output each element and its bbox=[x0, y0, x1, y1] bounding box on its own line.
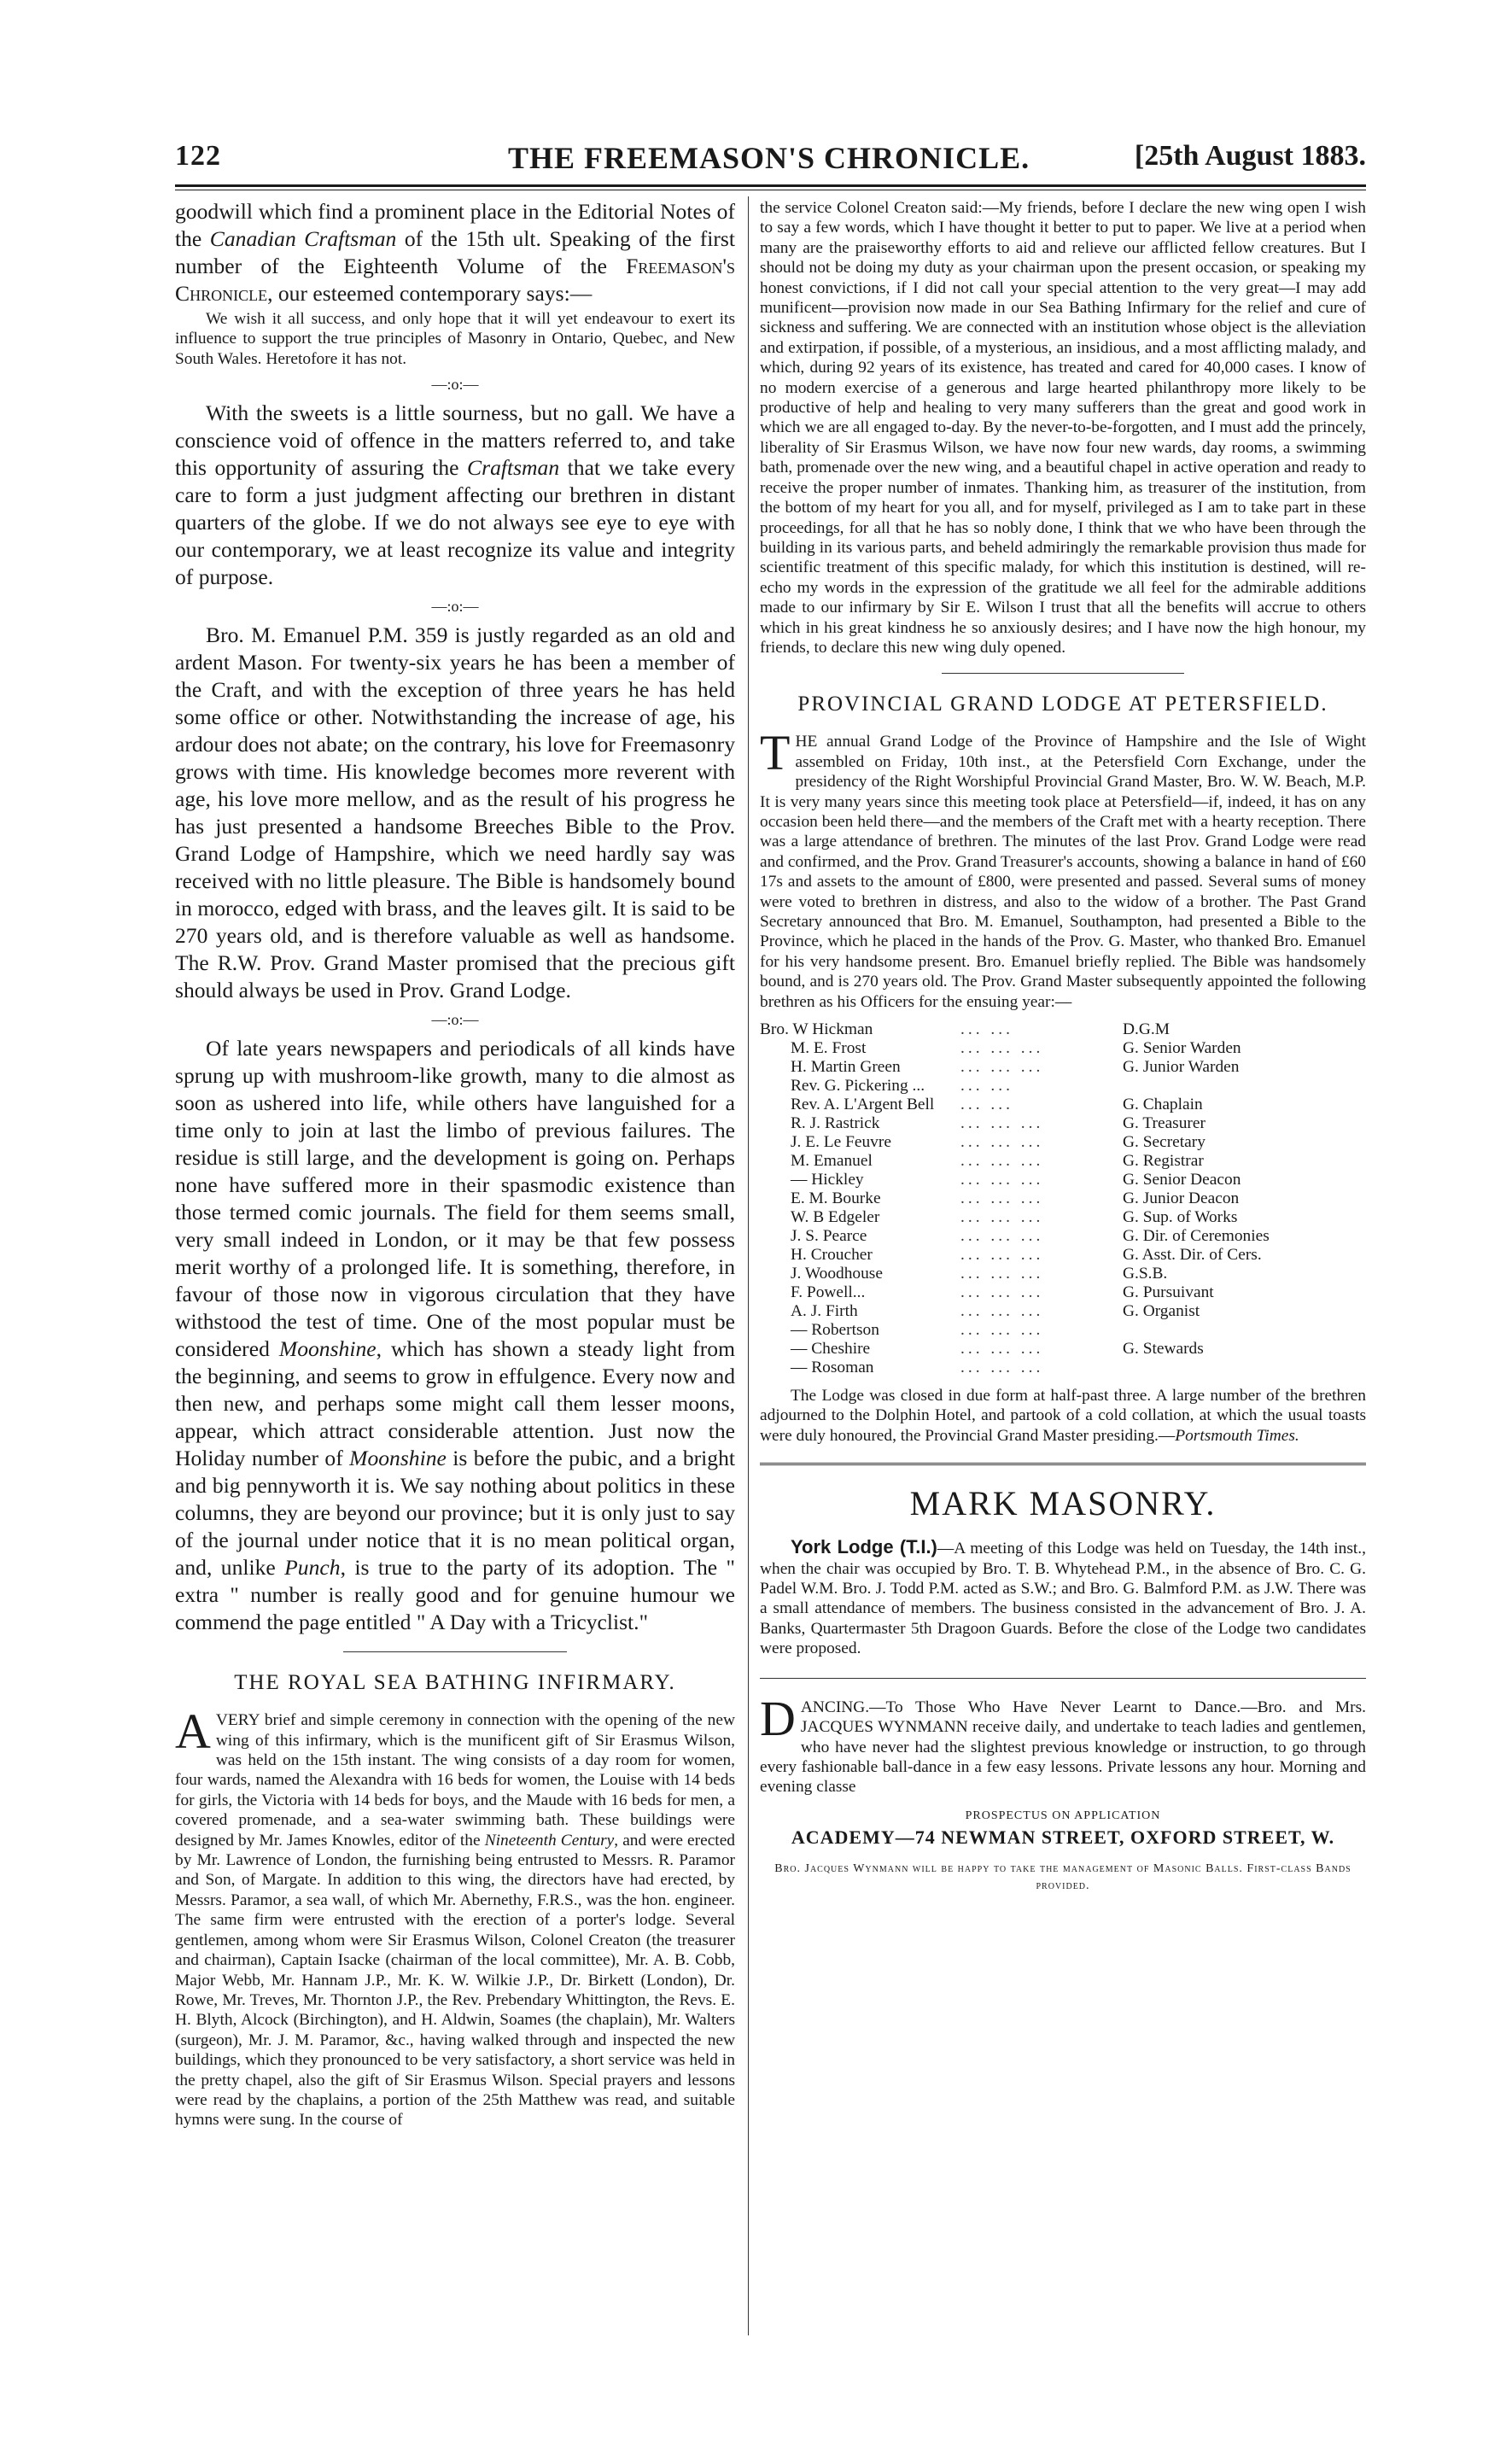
officer-row: E. M. Bourke ... ... ... G. Junior Deacon bbox=[791, 1189, 1240, 1208]
officer-row: H. Croucher ... ... ... G. Asst. Dir. of Cers. bbox=[791, 1246, 1262, 1265]
petersfield-heading: PROVINCIAL GRAND LODGE AT PETERSFIELD. bbox=[797, 693, 1328, 716]
section-separator: —:o:— bbox=[431, 598, 479, 616]
officer-row: F. Powell... ... ... ... G. Pursuivant bbox=[791, 1283, 1214, 1302]
advert-address: ACADEMY—74 NEWMAN STREET, OXFORD STREET, W. bbox=[791, 1826, 1335, 1848]
officers-list bbox=[760, 1020, 1366, 1377]
officer-row: A. J. Firth ... ... ... G. Organist bbox=[791, 1302, 1200, 1321]
section-separator: —:o:— bbox=[431, 1011, 479, 1029]
column-divider bbox=[748, 196, 749, 2335]
craftsman-quote: We wish it all success, and only hope that it will yet endeavour to exert its influence to support the true principles of Masonry in Ontario, Quebec, and New South Wales. Heretofore it has not. bbox=[175, 310, 735, 368]
advert-prospectus: PROSPECTUS ON APPLICATION bbox=[965, 1809, 1161, 1822]
page-number: 122 bbox=[175, 140, 221, 172]
section-separator: —:o:— bbox=[431, 376, 479, 394]
drop-cap: T bbox=[760, 725, 791, 781]
officer-row: H. Martin Green ... ... ... G. Junior Warden bbox=[791, 1058, 1240, 1077]
officer-row: — Cheshire ... ... ... G. Stewards bbox=[791, 1340, 1204, 1359]
mark-masonry-heading: MARK MASONRY. bbox=[909, 1484, 1217, 1523]
petersfield-article: THE annual Grand Lodge of the Province of Hampshire and the Isle of Wight assembled on Friday, 10th inst., at the Petersfield Corn Exchange, under the presidency of the Right Worshipful Provincial Grand Master, Bro. W. W. Beach, M.P. It is very many years since this meeting took place at Petersfield—if, indeed, it has on any occasion been held there—and the members of the Craft met with a hearty reception. There was a large attendance of brethren. The minutes of the last Prov. Grand Lodge were read and confirmed, and the Prov. Grand Treasurer's accounts, showing a balance in hand of £60 17s and assets to the amount of £800, were presented and passed. Several sums of money were voted to brethren in distress, and also to the widow of a brother. The Past Grand Secretary announced that Bro. M. Emanuel, Southampton, had presented a Bible to the Province, which he placed in the hands of the Prov. G. Master, who thanked Bro. Emanuel for his very handsome present. Bro. Emanuel briefly replied. The Bible was handsomely bound, and is 270 years old. The Prov. Grand Master subsequently appointed the following brethren as his Officers for the ensuing year:— bbox=[760, 725, 1366, 1011]
publication-title: THE FREEMASON'S CHRONICLE. bbox=[508, 141, 1030, 175]
article-rule bbox=[343, 1651, 567, 1652]
issue-date: [25th August 1883. bbox=[1134, 140, 1366, 172]
header-rule bbox=[175, 184, 1366, 187]
infirmary-continuation: the service Colonel Creaton said:—My friends, before I declare the new wing open I wish to say a few words, which I have thought it better to put to paper. We live at a period when many are the praiseworthy efforts to aid and relieve our afflicted fellow creatures. But I should not be doing my duty as your chairman upon the present occasion, or speaking my honest convictions, if I did not call your special attention to the very great—I may add munificent—provision now made in our Sea Bathing Infirmary for the relief and cure of sickness and suffering. We are connected with an institution whose object is the alleviation and extirpation, if possible, of a mysterious, an insidious, and a most afflicting malady, and which, during 92 years of its existence, has treated and cared for 40,000 cases. I know of no modern exercise of a generous and large hearted philanthropy more likely to be productive of help and healing to very many sufferers than the great and good work in which we are all engaged to-day. By the never-to-be-forgotten, and I must add the princely, liberality of Sir Erasmus Wilson, we have now four new wards, day rooms, a swimming bath, promenade over the new wing, and a beautiful chapel in active operation and ready to receive the proper number of inmates. Thanking him, as treasurer of the institution, from the bottom of my heart for you all, and for myself, privileged as I am to take part in these proceedings, for all that he has so nobly done, I think that we who have been through the building in its various parts, and beheld admiringly the remarkable provision thus made for scientific treatment of this specific malady, for which this institution is destined, will re-echo my words in the expression of the gratitude we all feel for the admirable additions made to our infirmary by Sir E. Wilson I trust that all the benefits will accrue to others which in his great kindness he so anxiously desires; and I have now the high honour, my friends, to declare this new wing duly opened. bbox=[760, 199, 1366, 657]
officer-row: J. S. Pearce ... ... ... G. Dir. of Ceremonies bbox=[791, 1227, 1270, 1246]
page-header bbox=[175, 135, 1366, 183]
infirmary-heading: THE ROYAL SEA BATHING INFIRMARY. bbox=[234, 1671, 676, 1695]
officer-row: Rev. G. Pickering ... ... ... bbox=[791, 1077, 1013, 1096]
advert-footnote: Bro. Jacques Wynmann will be happy to take the management of Masonic Balls. First-class Bands provided. bbox=[774, 1861, 1351, 1892]
article-rule bbox=[942, 673, 1184, 674]
dancing-advert: DANCING.—To Those Who Have Never Learnt to Dance.—Bro. and Mrs. JACQUES WYNMANN receive daily, and undertake to teach ladies and gentlemen, who have never had the slightest previous knowledge or instruction, to go through every fashionable ball-dance in a few easy lessons. Private lessons any hour. Morning and evening classe bbox=[760, 1690, 1366, 1797]
advert-rule bbox=[760, 1678, 1366, 1679]
officer-row: R. J. Rastrick ... ... ... G. Treasurer bbox=[791, 1114, 1206, 1133]
officer-row: J. Woodhouse ... ... ... G.S.B. bbox=[791, 1265, 1168, 1283]
officer-row: M. Emanuel ... ... ... G. Registrar bbox=[791, 1152, 1204, 1171]
moonshine-paragraph: Of late years newspapers and periodicals of all kinds have sprung up with mushroom-like growth, many to die almost as soon as ushered into life, while others have languished for a time only to join at last the limbo of previous failures. The residue is still large, and the development is going on. Perhaps none have suffered more in their spasmodic existence than those termed comic journals. The field for them seems small, very small indeed in London, or it may be that few possess merit worthy of a prolonged life. It is something, therefore, in favour of those now in vigorous circulation that they have withstood the test of time. One of the most popular must be considered Moonshine, which has shown a steady light from the beginning, and seems to grow in effulgence. Every now and then new, and perhaps some might call them lesser moons, appear, which attract considerable attention. Just now the Holiday number of Moonshine is before the pubic, and a bright and big pennyworth it is. We say nothing about politics in these columns, they are beyond our province; but it is only just to say of the journal under notice that it is no mean political organ, and, unlike Punch, is true to the party of its adoption. The " extra " number is really good and for genuine humour we commend the page entitled " A Day with a Tricyclist." bbox=[175, 1036, 736, 1635]
drop-cap: A bbox=[175, 1704, 211, 1760]
officer-row: W. B Edgeler ... ... ... G. Sup. of Works bbox=[791, 1208, 1238, 1227]
petersfield-closing: The Lodge was closed in due form at half-past three. A large number of the brethren adjourned to the Dolphin Hotel, and partook of a cold collation, at which the usual toasts were duly honoured, the Provincial Grand Master presiding.—Portsmouth Times. bbox=[760, 1387, 1366, 1445]
section-double-rule bbox=[760, 1463, 1366, 1465]
left-column bbox=[175, 198, 735, 2130]
infirmary-article: AVERY brief and simple ceremony in connection with the opening of the new wing of this infirmary, which is the munificent gift of Sir Erasmus Wilson, was held on the 15th instant. The wing consists of a day room for women, four wards, named the Alexandra with 16 beds for women, the Louise with 14 beds for girls, the Victoria with 14 beds for boys, and the Maude with 16 beds for men, a covered promenade, and a sea-water swimming bath. These buildings were designed by Mr. James Knowles, editor of the Nineteenth Century, and were erected by Mr. Lawrence of London, the furnishing being entrusted to Messrs. R. Paramor and Son, of Margate. In addition to this wing, the directors have had erected, by Messrs. Paramor, a sea wall, of which Mr. Abernethy, F.R.S., was the hon. engineer. The same firm were entrusted with the erection of a porter's lodge. Several gentlemen, among whom were Sir Erasmus Wilson, Colonel Creaton (the treasurer and chairman), Captain Isacke (chairman of the local committee), Mr. A. B. Cobb, Major Webb, Mr. Hannam J.P., Mr. K. W. Wilkie J.P., Dr. Birkett (London), Dr. Rowe, Mr. Treves, Mr. Thornton J.P., the Rev. Prebendary Whittington, the Revs. E. H. Blyth, Alcock (Birchington), and H. Aldwin, Soames (the chaplain), Mr. Walters (surgeon), Mr. J. M. Paramor, &c., having walked through and inspected the new buildings, which they pronounced to be very satisfactory, a short service was held in the pretty chapel, also the gift of Sir Erasmus Wilson. Special prayers and lessons were read by the chaplains, a portion of the 25th Matthew was read, and suitable hymns were sung. In the course of bbox=[175, 1704, 735, 2130]
lodge-name: York Lodge (T.I.) bbox=[791, 1536, 937, 1558]
york-lodge-report: York Lodge (T.I.)—A meeting of this Lodge was held on Tuesday, the 14th inst., when the chair was occupied by Bro. T. B. Whytehead P.M., in the absence of Bro. C. G. Padel W.M. Bro. J. Todd P.M. acted as S.W.; and Bro. G. Balmford P.M. as J.W. There was a small attendance of members. The business consisted in the advancement of Bro. J. A. Banks, Quartermaster 5th Dragoon Guards. Before the close of the Lodge two candidates were proposed. bbox=[760, 1536, 1366, 1658]
officer-row: M. E. Frost ... ... ... G. Senior Warden bbox=[791, 1039, 1241, 1058]
right-column bbox=[760, 198, 1366, 1895]
officer-row: — Robertson ... ... ... bbox=[791, 1321, 1044, 1340]
officer-row: — Hickley ... ... ... G. Senior Deacon bbox=[791, 1171, 1241, 1189]
craftsman-paragraph: goodwill which find a prominent place in the Editorial Notes of the Canadian Craftsman of the 15th ult. Speaking of the first number of the Eighteenth Volume of the Freemason's Chronicle, our esteemed contemporary says:— bbox=[175, 199, 735, 306]
officer-row: Bro. W Hickman ... ... D.G.M bbox=[760, 1020, 1170, 1039]
sweets-paragraph: With the sweets is a little sourness, but no gall. We have a conscience void of offence in the matters referred to, and take this opportunity of assuring the Craftsman that we take every care to form a just judgment affecting our brethren in distant quarters of the globe. If we do not always see eye to eye with our contemporary, we at least recognize its value and integrity of purpose. bbox=[175, 400, 736, 590]
officer-row: — Rosoman ... ... ... bbox=[791, 1359, 1044, 1377]
officer-row: J. E. Le Feuvre ... ... ... G. Secretary bbox=[791, 1133, 1206, 1152]
officer-row: Rev. A. L'Argent Bell ... ... G. Chaplain bbox=[791, 1096, 1203, 1114]
drop-cap: D bbox=[760, 1690, 796, 1746]
emanuel-paragraph: Bro. M. Emanuel P.M. 359 is justly regarded as an old and ardent Mason. For twenty-six years he has been a member of the Craft, and with the exception of three years he has held some office or other. Notwithstanding the increase of age, his ardour does not abate; on the contrary, his love for Freemasonry grows with time. His knowledge becomes more reverent with age, his love more mellow, and as the result of his progress he has just presented a handsome Breeches Bible to the Prov. Grand Lodge of Hampshire, which we need hardly say was received with no little pleasure. The Bible is handsomely bound in morocco, edged with brass, and the leaves gilt. It is said to be 270 years old, and is therefore valuable as well as handsome. The R.W. Prov. Grand Master promised that the precious gift should always be used in Prov. Grand Lodge. bbox=[175, 622, 735, 1003]
